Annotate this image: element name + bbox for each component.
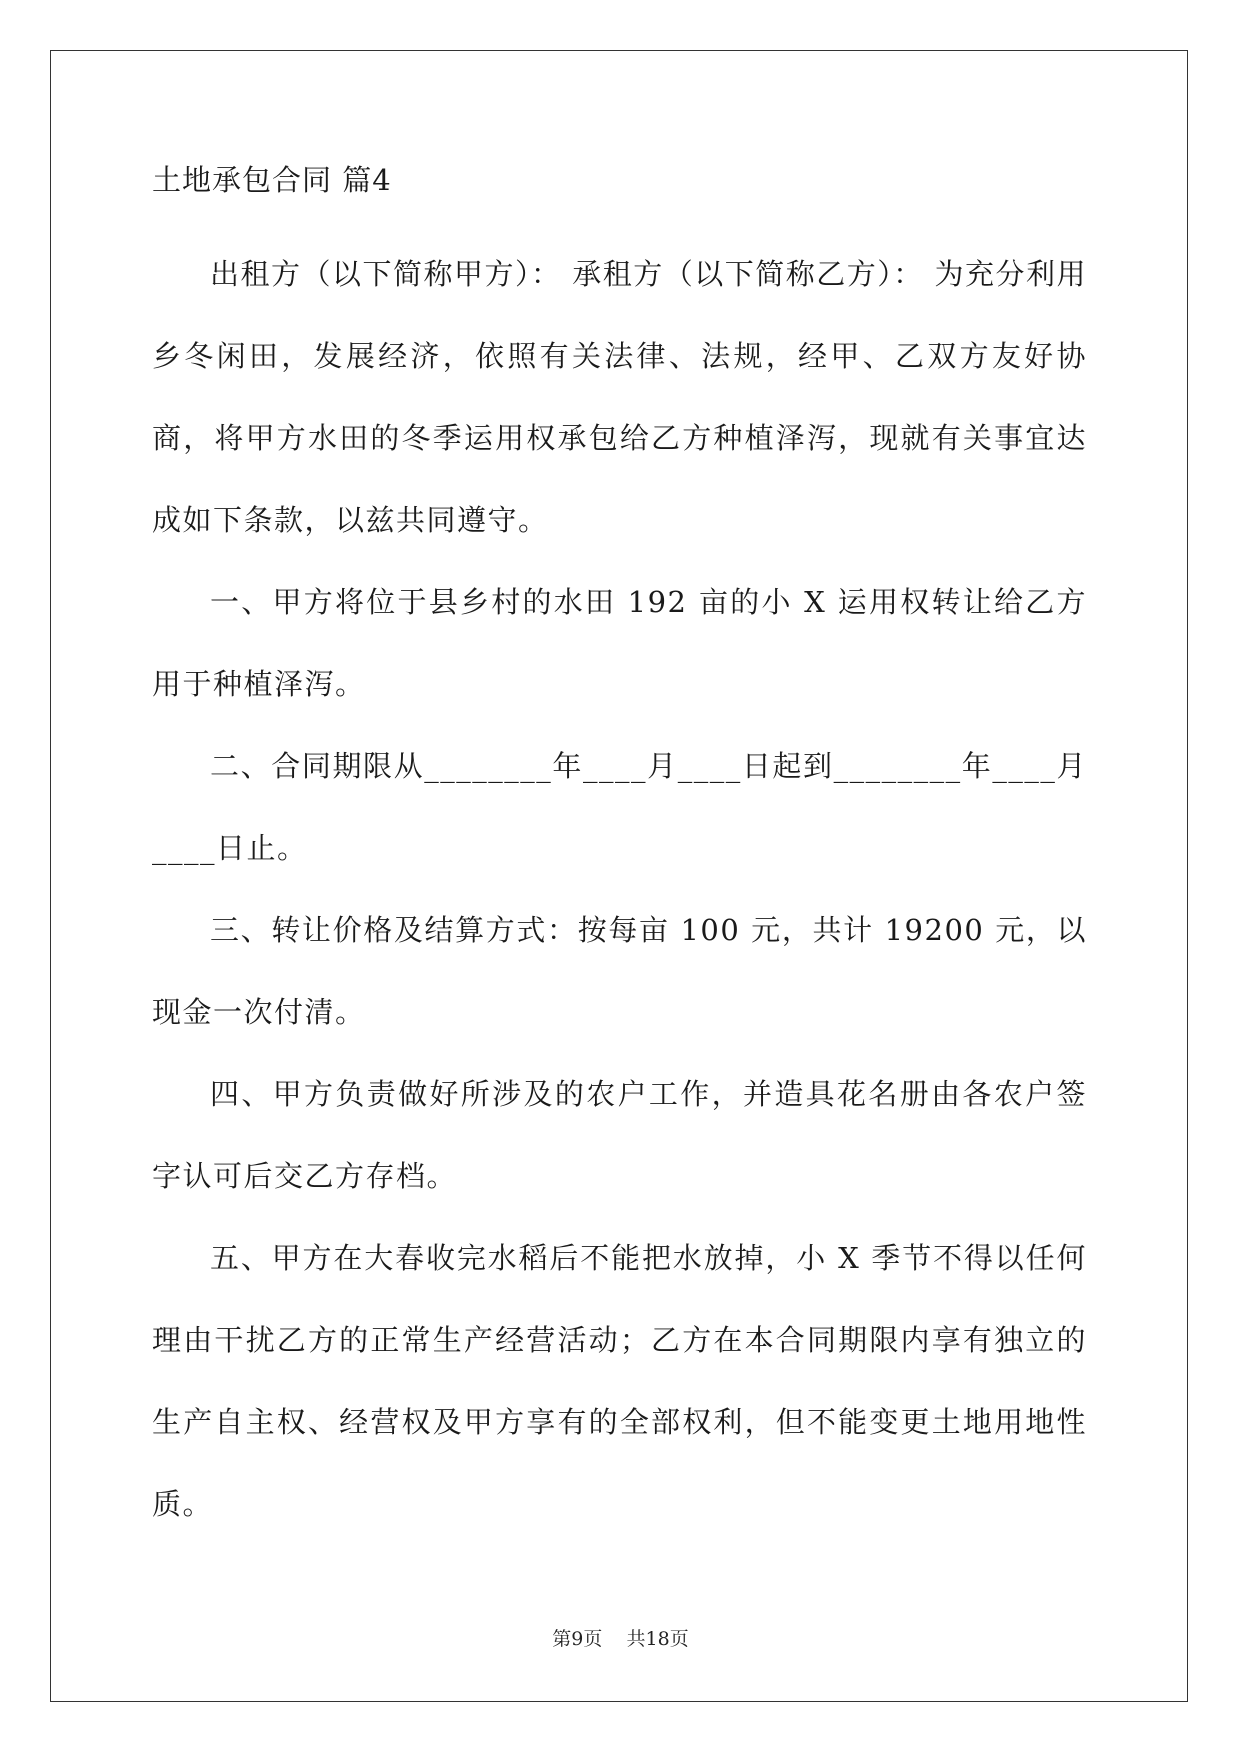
paragraph-intro: 出租方（以下简称甲方）： 承租方（以下简称乙方）： 为充分利用乡冬闲田，发展经济，依照有关法律、法规，经甲、乙双方友好协商，将甲方水田的冬季运用权承包给乙方种植泽泻，现就有关事宜达成如下条款，以兹共同遵守。 (152, 257, 1087, 537)
paragraph-clause-2: 二、合同期限从________年____月____日起到________年____月____日止。 (152, 749, 1087, 865)
page-total: 共18页 (626, 1628, 689, 1650)
page-footer (0, 1624, 1241, 1651)
document-body (152, 160, 1087, 1545)
page-number: 第9页 (552, 1628, 603, 1650)
paragraph-clause-5: 五、甲方在大春收完水稻后不能把水放掉，小 X 季节不得以任何理由干扰乙方的正常生产经营活动；乙方在本合同期限内享有独立的生产自主权、经营权及甲方享有的全部权利，但不能变更土地用地性质。 (152, 1241, 1087, 1521)
document-title: 土地承包合同 篇4 (152, 163, 392, 197)
paragraph-clause-4: 四、甲方负责做好所涉及的农户工作，并造具花名册由各农户签字认可后交乙方存档。 (152, 1077, 1087, 1193)
paragraph-clause-1: 一、甲方将位于县乡村的水田 192 亩的小 X 运用权转让给乙方用于种植泽泻。 (152, 585, 1087, 701)
paragraph-clause-3: 三、转让价格及结算方式：按每亩 100 元，共计 19200 元，以现金一次付清。 (152, 913, 1087, 1029)
